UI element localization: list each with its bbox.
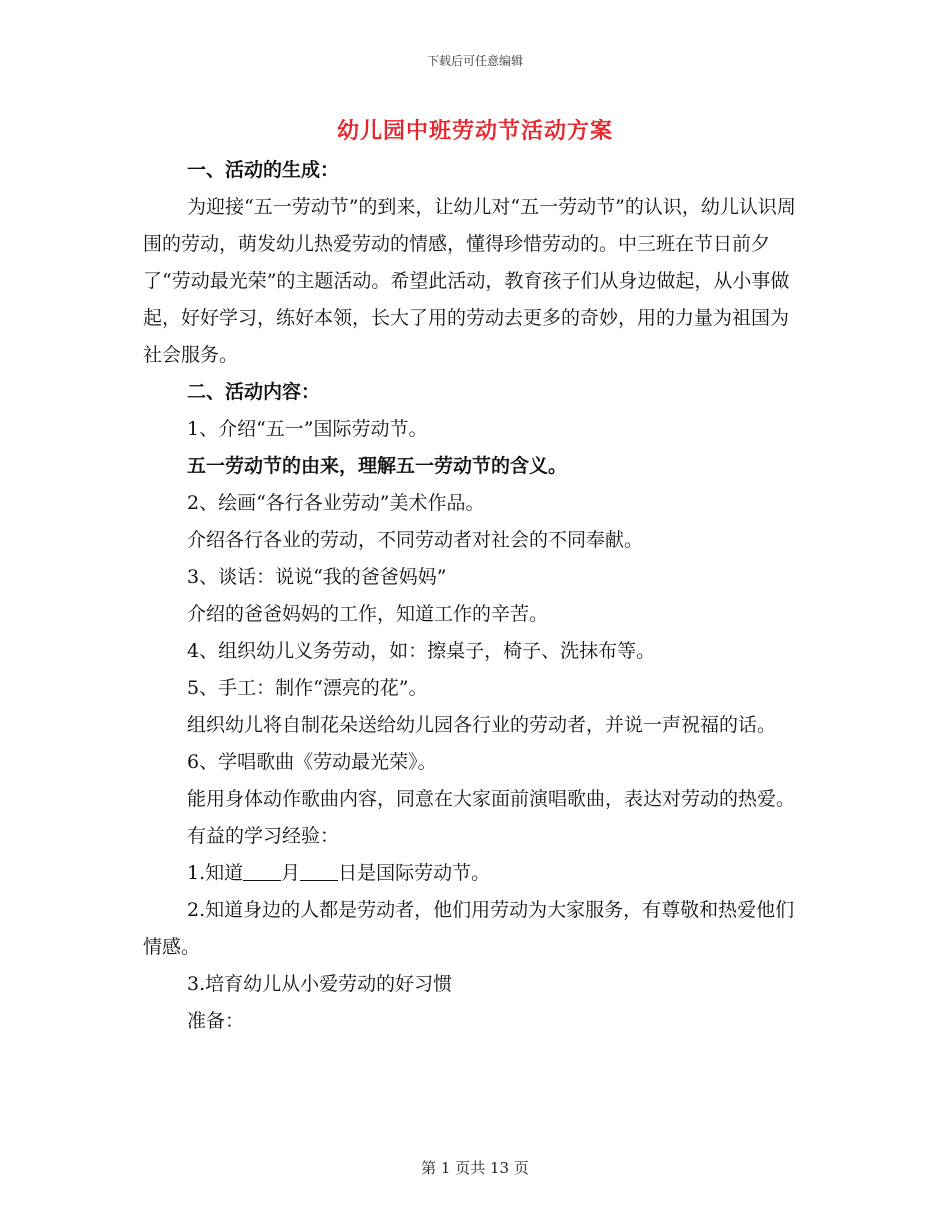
list-item-2: 2、绘画“各行各业劳动”美术作品。 [187, 492, 485, 514]
day-blank [300, 860, 338, 881]
list-item-1: 1、介绍“五一”国际劳动节。 [187, 418, 428, 440]
list-item-6-note: 能用身体动作歌曲内容，同意在大家面前演唱歌曲，表达对劳动的热爱。 [187, 788, 796, 810]
experience-item-1-prefix: 1.知道 [187, 862, 244, 884]
list-item-4: 4、组织幼儿义务劳动，如：擦桌子，椅子、洗抹布等。 [187, 640, 656, 662]
list-item-3: 3、谈话：说说“我的爸爸妈妈” [187, 566, 447, 588]
experience-item-1-suffix: 日是国际劳动节。 [338, 862, 491, 884]
experience-heading: 有益的学习经验： [187, 825, 340, 847]
document-body [143, 152, 803, 1040]
experience-item-1 [143, 855, 803, 892]
paragraph-generation: 为迎接“五一劳动节”的到来，让幼儿对“五一劳动节”的认识，幼儿认识周围的劳动，萌发幼儿热爱劳动的情感，懂得珍惜劳动的。中三班在节日前夕了“劳动最光荣”的主题活动。希望此活动，教育孩子们从身边做起，从小事做起，好好学习，练好本领，长大了用的劳动去更多的奇妙，用的力量为祖国为社会服务。 [143, 196, 796, 366]
preparation-heading: 准备： [187, 1010, 245, 1032]
list-item-2-note: 介绍各行各业的劳动，不同劳动者对社会的不同奉献。 [187, 529, 644, 551]
section-heading-content: 二、活动内容： [187, 381, 321, 403]
section-heading-generation: 一、活动的生成： [187, 159, 340, 181]
page-header: 下载后可任意编辑 [426, 54, 523, 68]
list-item-1-note: 五一劳动节的由来，理解五一劳动节的含义。 [187, 455, 568, 477]
list-item-3-note: 介绍的爸爸妈妈的工作，知道工作的辛苦。 [187, 603, 549, 625]
page-footer: 第 1 页共 13 页 [421, 1159, 529, 1177]
experience-item-2: 2.知道身边的人都是劳动者，他们用劳动为大家服务，有尊敬和热爱他们情感。 [143, 899, 795, 958]
experience-item-3: 3.培育幼儿从小爱劳动的好习惯 [187, 973, 453, 995]
list-item-6: 6、学唱歌曲《劳动最光荣》。 [187, 751, 437, 773]
experience-item-1-mid: 月 [281, 862, 301, 884]
list-item-5: 5、手工：制作“漂亮的花”。 [187, 677, 428, 699]
document-title: 幼儿园中班劳动节活动方案 [336, 118, 613, 144]
month-blank [243, 860, 281, 881]
list-item-5-note: 组织幼儿将自制花朵送给幼儿园各行业的劳动者，并说一声祝福的话。 [187, 714, 777, 736]
